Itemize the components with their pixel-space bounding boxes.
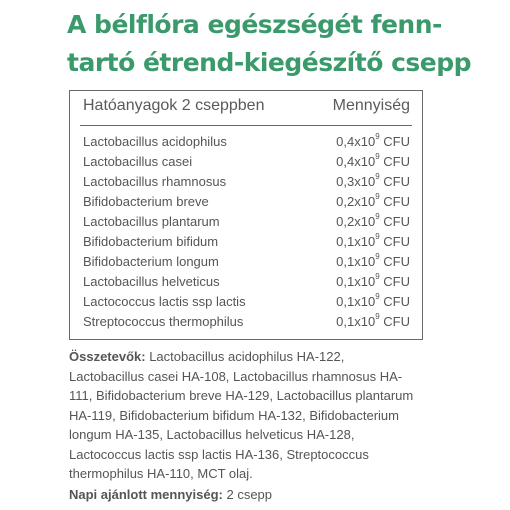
quantity-exponent: 9 <box>375 131 380 141</box>
ingredient-quantity <box>336 151 410 169</box>
ingredient-quantity <box>336 291 410 309</box>
title-line-2: tartó étrend-kiegészítő csepp <box>67 48 472 77</box>
quantity-unit: CFU <box>379 314 410 329</box>
ingredient-quantity <box>336 171 410 189</box>
table-row <box>83 171 410 194</box>
quantity-exponent: 9 <box>375 291 380 301</box>
daily-dose-value: 2 csepp <box>222 487 273 502</box>
page-title <box>67 6 487 82</box>
quantity-unit: CFU <box>379 294 410 309</box>
quantity-base: 0,1x10 <box>336 314 376 329</box>
table-row <box>83 231 410 254</box>
quantity-base: 0,4x10 <box>336 134 376 149</box>
table-row <box>83 291 410 314</box>
ingredient-name: Lactobacillus casei <box>83 154 193 169</box>
table-row <box>83 131 410 154</box>
table-row <box>83 191 410 214</box>
quantity-base: 0,3x10 <box>336 174 376 189</box>
header-ingredients: Hatóanyagok 2 cseppben <box>83 97 265 114</box>
quantity-unit: CFU <box>379 254 410 269</box>
quantity-unit: CFU <box>379 214 410 229</box>
title-line-1: A bélflóra egészségét fenn- <box>67 10 442 39</box>
ingredient-quantity <box>336 231 410 249</box>
ingredient-quantity <box>336 131 410 149</box>
table-row <box>83 251 410 274</box>
quantity-unit: CFU <box>379 134 410 149</box>
ingredient-quantity <box>336 251 410 269</box>
table-row <box>83 271 410 294</box>
quantity-unit: CFU <box>379 194 410 209</box>
ingredient-name: Lactobacillus plantarum <box>83 214 220 229</box>
quantity-exponent: 9 <box>375 171 380 181</box>
quantity-base: 0,1x10 <box>336 274 376 289</box>
table-header <box>80 91 412 126</box>
ingredient-quantity <box>336 271 410 289</box>
table-row <box>83 151 410 174</box>
quantity-base: 0,2x10 <box>336 194 376 209</box>
quantity-base: 0,1x10 <box>336 234 376 249</box>
header-quantity: Mennyiség <box>332 97 410 114</box>
ingredient-name: Lactobacillus rhamnosus <box>83 174 227 189</box>
quantity-exponent: 9 <box>375 211 380 221</box>
quantity-base: 0,2x10 <box>336 214 376 229</box>
table-row <box>83 311 410 334</box>
ingredient-quantity <box>336 211 410 229</box>
quantity-exponent: 9 <box>375 151 380 161</box>
quantity-base: 0,4x10 <box>336 154 376 169</box>
ingredient-quantity <box>336 191 410 209</box>
quantity-unit: CFU <box>379 274 410 289</box>
ingredient-quantity <box>336 311 410 329</box>
daily-dose <box>69 487 414 502</box>
ingredients-label: Összetevők: <box>69 349 146 364</box>
ingredient-name: Lactobacillus acidophilus <box>83 134 227 149</box>
quantity-unit: CFU <box>379 234 410 249</box>
ingredient-name: Lactobacillus helveticus <box>83 274 220 289</box>
active-ingredients-table <box>69 90 423 340</box>
ingredient-name: Streptococcus thermophilus <box>83 314 244 329</box>
quantity-base: 0,1x10 <box>336 254 376 269</box>
quantity-unit: CFU <box>379 174 410 189</box>
ingredient-name: Bifidobacterium longum <box>83 254 219 269</box>
table-row <box>83 211 410 234</box>
quantity-exponent: 9 <box>375 311 380 321</box>
quantity-exponent: 9 <box>375 191 380 201</box>
daily-dose-label: Napi ajánlott mennyiség: <box>69 487 223 502</box>
quantity-exponent: 9 <box>375 231 380 241</box>
quantity-exponent: 9 <box>375 251 380 261</box>
quantity-exponent: 9 <box>375 271 380 281</box>
ingredient-name: Lactococcus lactis ssp lactis <box>83 294 246 309</box>
ingredients-paragraph <box>69 347 414 484</box>
quantity-base: 0,1x10 <box>336 294 376 309</box>
ingredient-name: Bifidobacterium breve <box>83 194 209 209</box>
ingredients-text: Lactobacillus acidophilus HA-122, Lactobacillus casei HA-108, Lactobacillus rhamnosus HA-111, Bifidobacterium breve HA-129, Lactobacillus plantarum HA-119, Bifidobacterium bifidum HA-132, Bifidobacterium longum HA-135, Lactobacillus helveticus HA-128, Lactococcus lactis ssp lactis HA-136, Streptococcus thermophilus HA-110, MCT olaj. <box>69 349 414 481</box>
quantity-unit: CFU <box>379 154 410 169</box>
ingredient-name: Bifidobacterium bifidum <box>83 234 219 249</box>
table-body <box>83 131 410 334</box>
